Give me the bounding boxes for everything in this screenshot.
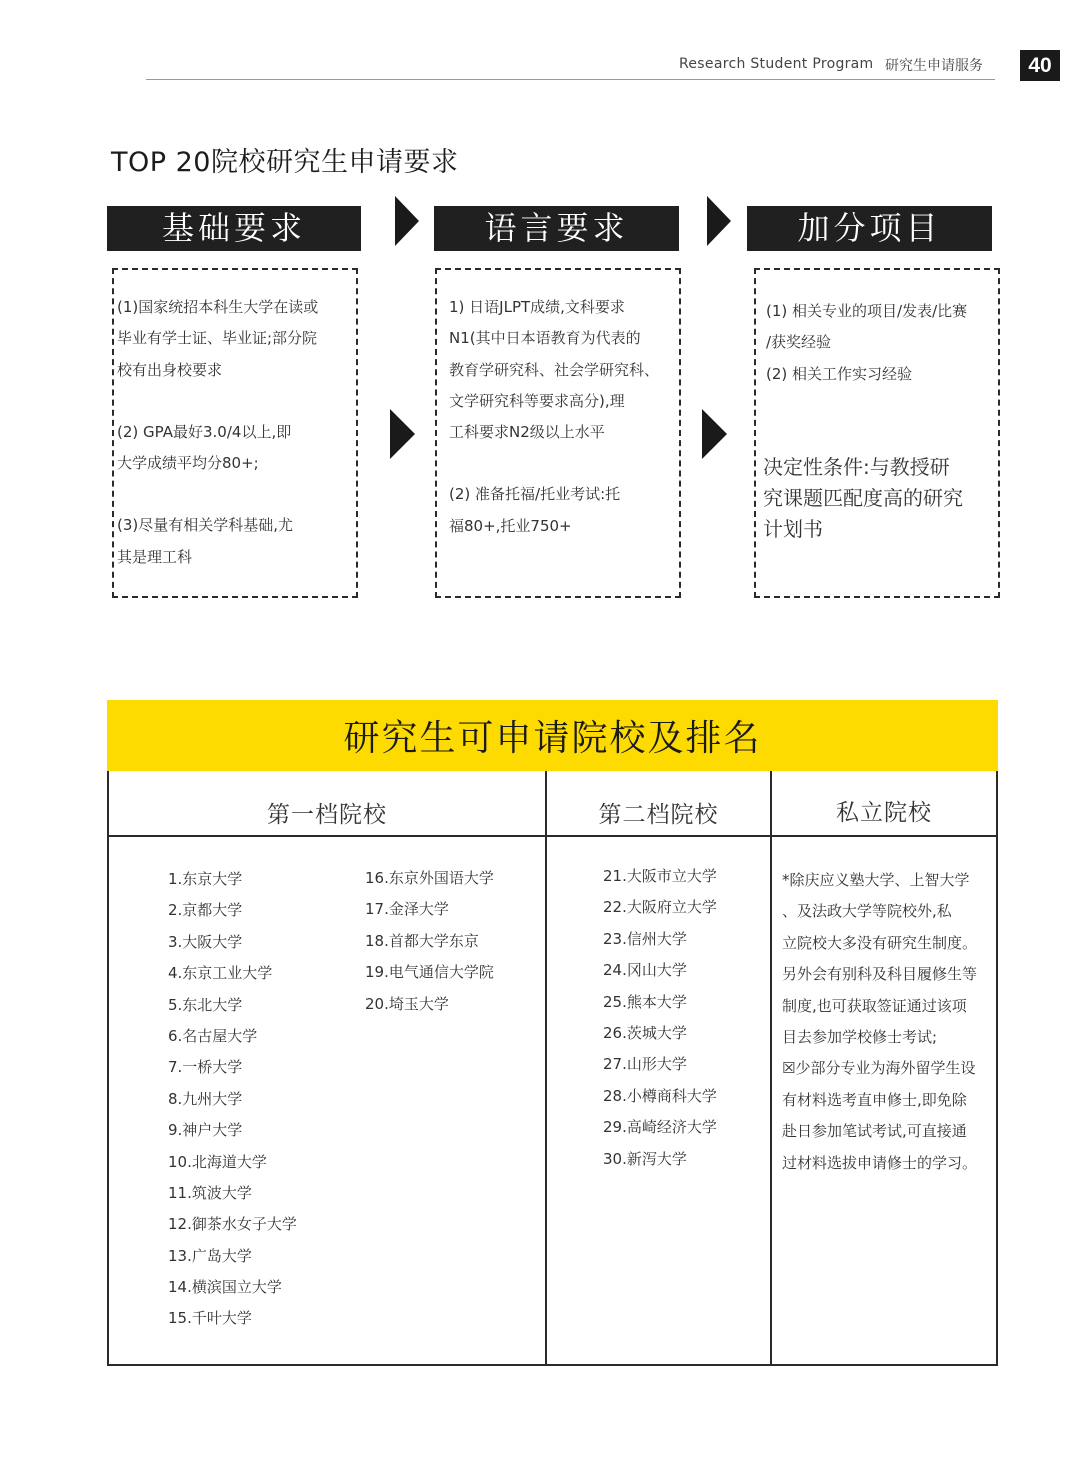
list-item: 7.一桥大学 xyxy=(168,1058,243,1077)
text-line: (2) GPA最好3.0/4以上,即 xyxy=(117,422,292,441)
text-line: (1) 相关专业的项目/发表/比赛 xyxy=(766,302,968,320)
language-requirements-text xyxy=(449,292,659,542)
arrow-right-icon xyxy=(702,409,727,459)
header-row-divider xyxy=(107,835,998,837)
list-item: 26.茨城大学 xyxy=(603,1023,687,1042)
text-line: 赴日参加笔试考试,可直接通 xyxy=(782,1122,967,1141)
text-line: 立院校大多没有研究生制度。 xyxy=(782,933,978,952)
text-line: (2) 相关工作实习经验 xyxy=(766,364,913,383)
list-item: 28.小樽商科大学 xyxy=(603,1086,717,1105)
list-item: 5.东北大学 xyxy=(168,995,243,1014)
basic-requirements-heading: 基础要求 xyxy=(107,206,361,251)
text-line: 工科要求N2级以上水平 xyxy=(449,423,605,442)
text-line: ☒少部分专业为海外留学生设 xyxy=(782,1059,976,1078)
ranking-title: 研究生可申请院校及排名 xyxy=(107,700,998,771)
list-item: 27.山形大学 xyxy=(603,1055,687,1074)
language-requirements-heading: 语言要求 xyxy=(434,206,679,251)
text-line: 其是理工科 xyxy=(117,547,193,566)
tier1-list-a xyxy=(168,864,297,1335)
program-name-cn: 研究生申请服务 xyxy=(885,58,983,74)
list-item: 21.大阪市立大学 xyxy=(603,867,717,885)
text-line: 决定性条件:与教授研 xyxy=(763,455,950,479)
arrow-right-icon xyxy=(395,196,419,246)
spacer xyxy=(117,479,318,510)
text-line: 文学研究科等要求高分),理 xyxy=(449,391,625,410)
spacer xyxy=(449,448,659,479)
list-item: 17.金泽大学 xyxy=(365,900,449,919)
list-item: 2.京都大学 xyxy=(168,901,243,920)
list-item: 11.筑波大学 xyxy=(168,1183,252,1202)
text-line: 计划书 xyxy=(763,517,823,541)
list-item: 4.东京工业大学 xyxy=(168,964,273,983)
list-item: 15.千叶大学 xyxy=(168,1309,252,1328)
text-line: 有材料选考直申修士,即免除 xyxy=(782,1090,967,1109)
list-item: 20.埼玉大学 xyxy=(365,994,449,1013)
text-line: 过材料选拔申请修士的学习。 xyxy=(782,1153,978,1172)
list-item: 10.北海道大学 xyxy=(168,1152,267,1171)
list-item: 3.大阪大学 xyxy=(168,932,243,951)
text-line: 、及法政大学等院校外,私 xyxy=(782,902,952,921)
header-divider xyxy=(146,79,995,80)
column-divider xyxy=(770,771,772,1366)
arrow-right-icon xyxy=(707,196,731,246)
list-item: 18.首都大学东京 xyxy=(365,931,479,950)
page-number: 40 xyxy=(1020,50,1060,81)
decisive-condition xyxy=(763,452,963,545)
bonus-items-heading: 加分项目 xyxy=(747,206,992,251)
text-line: /获奖经验 xyxy=(766,333,832,352)
list-item: 8.九州大学 xyxy=(168,1089,243,1108)
text-line: 制度,也可获取签证通过该项 xyxy=(782,996,967,1015)
basic-requirements-text xyxy=(117,292,318,573)
text-line: 1) 日语JLPT成绩,文科要求 xyxy=(449,298,625,316)
list-item: 22.大阪府立大学 xyxy=(603,898,717,917)
column-divider xyxy=(545,771,547,1366)
list-item: 9.神户大学 xyxy=(168,1121,243,1140)
tier1-column-header: 第一档院校 xyxy=(267,802,387,828)
list-item: 12.御茶水女子大学 xyxy=(168,1215,297,1234)
list-item: 23.信州大学 xyxy=(603,929,687,948)
tier2-list xyxy=(603,861,717,1175)
text-line: 大学成绩平均分80+; xyxy=(117,454,259,473)
tier1-list-b xyxy=(365,863,494,1020)
text-line: (3)尽量有相关学科基础,尤 xyxy=(117,516,294,535)
text-line: (2) 准备托福/托业考试:托 xyxy=(449,485,621,504)
text-line: *除庆应义塾大学、上智大学 xyxy=(782,871,970,889)
tier2-column-header: 第二档院校 xyxy=(598,802,719,828)
program-name-en: Research Student Program xyxy=(679,56,874,72)
list-item: 16.东京外国语大学 xyxy=(365,869,494,887)
text-line: 究课题匹配度高的研究 xyxy=(763,486,963,510)
text-line: 校有出身校要求 xyxy=(117,360,223,379)
list-item: 6.名古屋大学 xyxy=(168,1026,258,1045)
private-column-header: 私立院校 xyxy=(836,800,932,826)
text-line: 目去参加学校修士考试; xyxy=(782,1028,938,1047)
list-item: 13.广岛大学 xyxy=(168,1246,252,1265)
page-title: TOP 20院校研究生申请要求 xyxy=(111,147,459,178)
text-line: 福80+,托业750+ xyxy=(449,516,572,535)
arrow-right-icon xyxy=(390,409,415,459)
list-item: 30.新泻大学 xyxy=(603,1149,687,1168)
text-line: 教育学研究科、社会学研究科、 xyxy=(449,360,660,379)
list-item: 24.冈山大学 xyxy=(603,961,687,980)
spacer xyxy=(117,386,318,417)
bonus-items-text xyxy=(766,296,967,390)
text-line: N1(其中日本语教育为代表的 xyxy=(449,329,641,348)
text-line: 毕业有学士证、毕业证;部分院 xyxy=(117,329,318,348)
list-item: 19.电气通信大学院 xyxy=(365,963,494,982)
list-item: 14.横滨国立大学 xyxy=(168,1278,282,1297)
list-item: 29.高崎经济大学 xyxy=(603,1118,717,1137)
text-line: (1)国家统招本科生大学在读或 xyxy=(117,298,319,316)
list-item: 1.东京大学 xyxy=(168,870,243,888)
text-line: 另外会有别科及科目履修生等 xyxy=(782,965,978,984)
list-item: 25.熊本大学 xyxy=(603,992,687,1011)
private-schools-note xyxy=(782,865,977,1179)
